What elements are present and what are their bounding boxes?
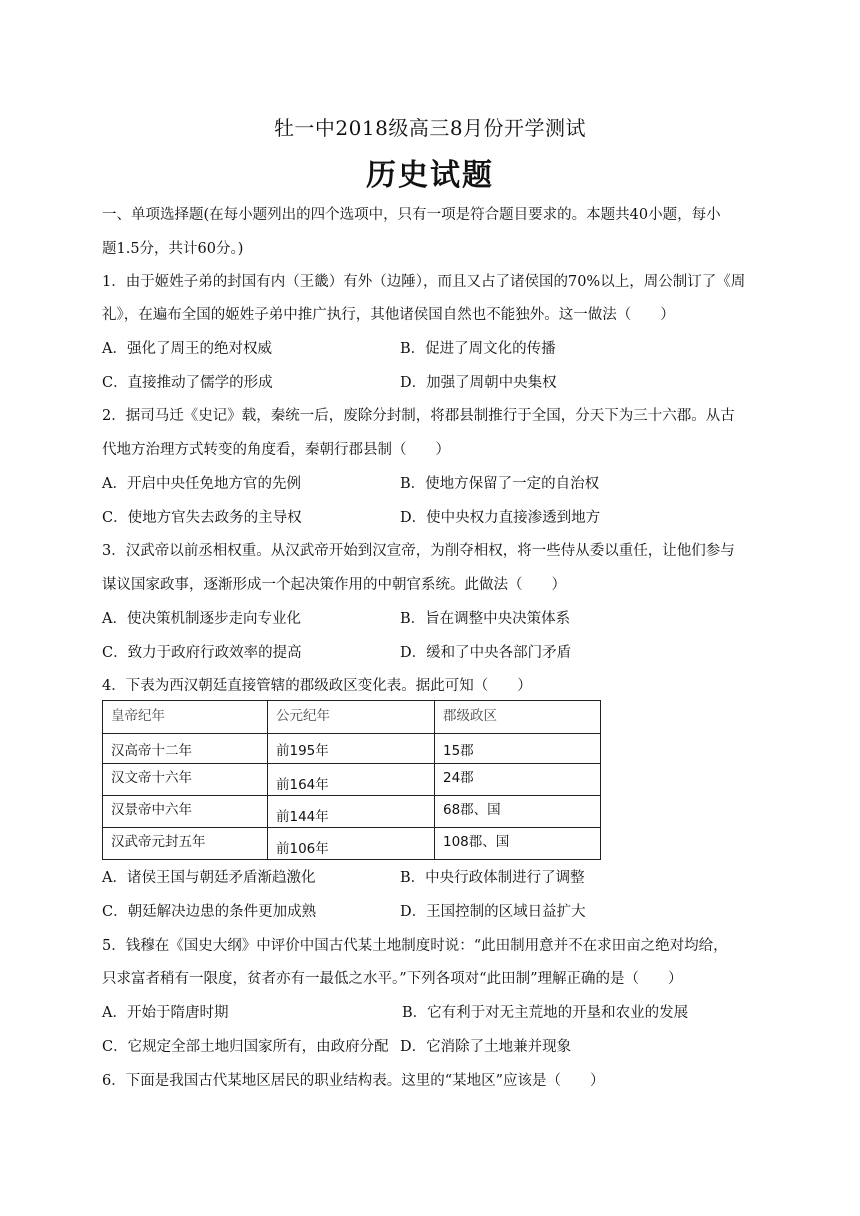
- q1-stem-line1: 1．由于姬姓子弟的封国有内（王畿）有外（边陲），而且又占了诸侯国的70%以上，周公制订了《周: [102, 274, 746, 290]
- q3-option-a: A．使决策机制逐步走向专业化: [102, 611, 301, 627]
- q4-option-d: D．王国控制的区域日益扩大: [400, 904, 586, 920]
- q2-option-a: A．开启中央任免地方官的先例: [102, 476, 301, 492]
- table-header-cell: 郡级政区: [435, 701, 601, 734]
- q3-stem-line2: 谋议国家政事，逐渐形成一个起决策作用的中朝官系统。此做法（ ）: [102, 577, 566, 593]
- q1-option-b: B．促进了周文化的传播: [400, 341, 556, 357]
- table-cell: 汉文帝十六年: [103, 764, 268, 796]
- q5-option-c: C．它规定全部土地归国家所有，由政府分配: [102, 1039, 389, 1055]
- q4-option-b: B．中央行政体制进行了调整: [400, 870, 585, 886]
- q6-stem-line1: 6．下面是我国古代某地区居民的职业结构表。这里的“某地区”应该是（ ）: [102, 1073, 605, 1089]
- table-cell: 汉武帝元封五年: [103, 828, 268, 860]
- q2-stem-line2: 代地方治理方式转变的角度看，秦朝行郡县制（ ）: [102, 442, 450, 458]
- table-cell: 108郡、国: [435, 828, 601, 860]
- table-cell: 68郡、国: [435, 796, 601, 828]
- table-cell: 前195年: [268, 734, 435, 764]
- section-instructions-line2: 题1.5分，共计60分。): [102, 241, 244, 257]
- table-row: [103, 828, 601, 860]
- table-row: [103, 764, 601, 796]
- table-header-cell: 公元纪年: [268, 701, 435, 734]
- table-row: [103, 796, 601, 828]
- table-row: [103, 734, 601, 764]
- q5-option-d: D．它消除了土地兼并现象: [400, 1039, 572, 1055]
- exam-title: 历史试题: [366, 158, 494, 193]
- q3-option-d: D．缓和了中央各部门矛盾: [400, 645, 572, 661]
- table-cell: 前164年: [268, 764, 435, 796]
- table-cell: 前106年: [268, 828, 435, 860]
- q5-option-b: B．它有利于对无主荒地的开垦和农业的发展: [402, 1005, 689, 1021]
- exam-subtitle: 牡一中2018级高三8月份开学测试: [273, 116, 587, 140]
- table-cell: 24郡: [435, 764, 601, 796]
- q3-stem-line1: 3．汉武帝以前丞相权重。从汉武帝开始到汉宣帝，为削夺相权，将一些侍从委以重任，让他们参与: [102, 543, 735, 559]
- table-cell: 汉景帝中六年: [103, 796, 268, 828]
- q4-option-c: C．朝廷解决边患的条件更加成熟: [102, 904, 317, 920]
- q3-option-c: C．致力于政府行政效率的提高: [102, 645, 302, 661]
- table-header-row: [103, 701, 601, 734]
- q1-stem-line2: 礼》，在遍布全国的姬姓子弟中推广执行，其他诸侯国自然也不能独外。这一做法（ ）: [102, 307, 675, 323]
- table-cell: 15郡: [435, 734, 601, 764]
- q1-option-c: C．直接推动了儒学的形成: [102, 375, 273, 391]
- q5-option-a: A．开始于隋唐时期: [102, 1005, 229, 1021]
- q2-option-b: B．使地方保留了一定的自治权: [400, 476, 600, 492]
- table-cell: 前144年: [268, 796, 435, 828]
- q5-stem-line1: 5．钱穆在《国史大纲》中评价中国古代某土地制度时说：“此田制用意并不在求田亩之绝对均给，: [102, 938, 728, 954]
- table-header-cell: 皇帝纪年: [103, 701, 268, 734]
- q3-option-b: B．旨在调整中央决策体系: [400, 611, 571, 627]
- q4-stem-line1: 4．下表为西汉朝廷直接管辖的郡级政区变化表。据此可知（ ）: [102, 678, 532, 694]
- q4-option-a: A．诸侯王国与朝廷矛盾渐趋激化: [102, 870, 316, 886]
- q2-option-c: C．使地方官失去政务的主导权: [102, 510, 302, 526]
- q2-stem-line1: 2．据司马迁《史记》载，秦统一后，废除分封制，将郡县制推行于全国，分天下为三十六郡。从古: [102, 408, 735, 424]
- q1-option-a: A．强化了周王的绝对权威: [102, 341, 272, 357]
- section-instructions-line1: 一、单项选择题(在每小题列出的四个选项中，只有一项是符合题目要求的。本题共40小题，每小: [102, 207, 721, 223]
- table-cell: 汉高帝十二年: [103, 734, 268, 764]
- q4-data-table: [102, 700, 601, 860]
- q5-stem-line2: 只求富者稍有一限度，贫者亦有一最低之水平。”下列各项对“此田制”理解正确的是（ ）: [102, 971, 683, 987]
- q1-option-d: D．加强了周朝中央集权: [400, 375, 557, 391]
- q2-option-d: D．使中央权力直接渗透到地方: [400, 510, 601, 526]
